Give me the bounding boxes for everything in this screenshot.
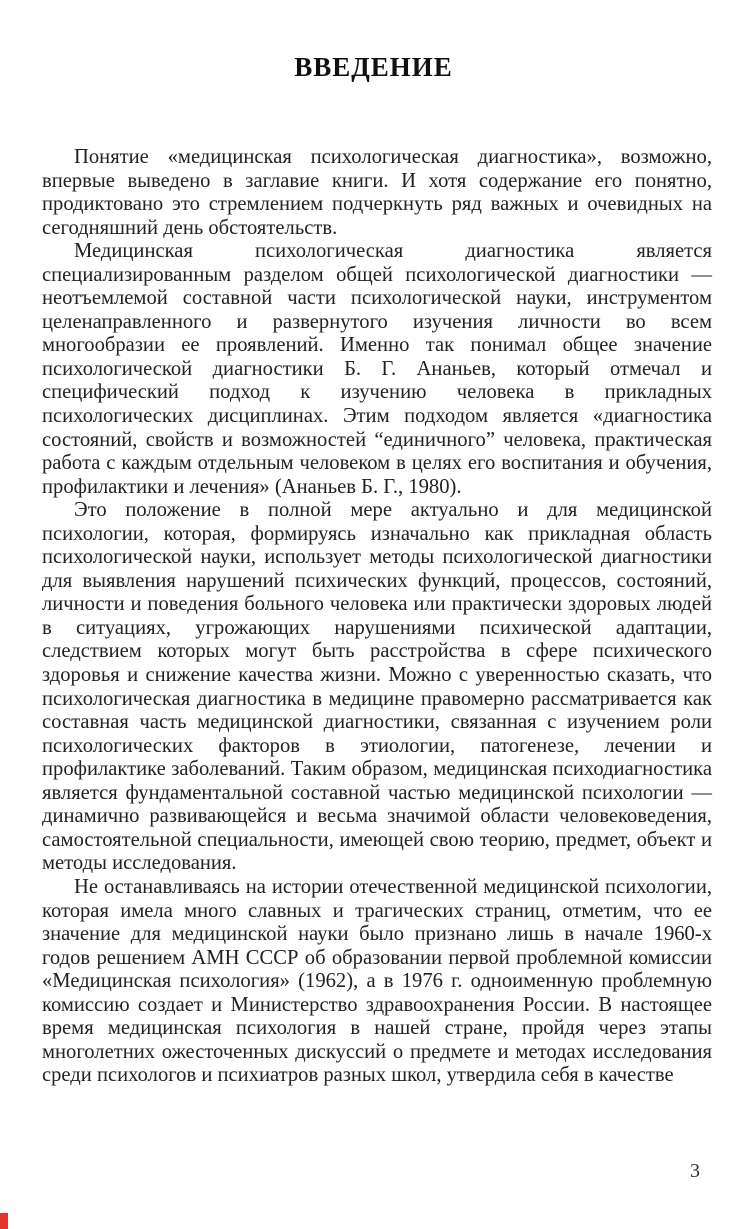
paragraph: Это положение в полной мере актуально и для медицинской психологии, которая, формируясь изначально как прикладная область психологической науки, использует методы психологической диагностики для выявления нарушений психических функций, процессов, состояний, личности и поведения больного человека или практически здоровых людей в ситуациях, угрожающих нарушениями психической адаптации, следствием которых могут быть расстройства в сфере психического здоровья и снижение качества жизни. Можно с уверенностью сказать, что психологическая диагностика в медицине правомерно рассматривается как составная часть медицинской диагностики, связанная с изучением роли психологических факторов в этиологии, патогенезе, лечении и профилактике заболеваний. Таким образом, медицинская психодиагностика является фундаментальной составной частью медицинской психологии — динамично развивающейся и весьма значимой области человековедения, самостоятельной специальности, имеющей свою теорию, предмет, объект и методы исследования. [42,499,712,875]
page-title: ВВЕДЕНИЕ [294,52,453,82]
body-text [42,146,712,1088]
page-number: 3 [690,1160,700,1182]
edge-mark [0,1213,8,1229]
paragraph: Медицинская психологическая диагностика является специализированным разделом общей психологической диагностики — неотъемлемой составной части психологической науки, инструментом целенаправленного и развернутого изучения личности во всем многообразии ее проявлений. Именно так понимал общее значение психологической диагностики Б. Г. Ананьев, который отмечал и специфический подход к изучению человека в прикладных психологических дисциплинах. Этим подходом является «диагностика состояний, свойств и возможностей “единичного” человека, практическая работа с каждым отдельным человеком в целях его воспитания и обучения, профилактики и лечения» (Ананьев Б. Г., 1980). [42,240,712,498]
paragraph: Понятие «медицинская психологическая диагностика», возможно, впервые выведено в заглавие книги. И хотя содержание его понятно, продиктовано это стремлением подчеркнуть ряд важных и очевидных на сегодняшний день обстоятельств. [42,146,712,239]
paragraph: Не останавливаясь на истории отечественной медицинской психологии, которая имела много славных и трагических страниц, отметим, что ее значение для медицинской науки было признано лишь в начале 1960-х годов решением АМН СССР об образовании первой проблемной комиссии «Медицинская психология» (1962), а в 1976 г. одноименную проблемную комиссию создает и Министерство здравоохранения России. В настоящее время медицинская психология в нашей стране, пройдя через этапы многолетних ожесточенных дискуссий о предмете и методах исследования среди психологов и психиатров разных школ, утвердила себя в качестве [42,875,712,1087]
